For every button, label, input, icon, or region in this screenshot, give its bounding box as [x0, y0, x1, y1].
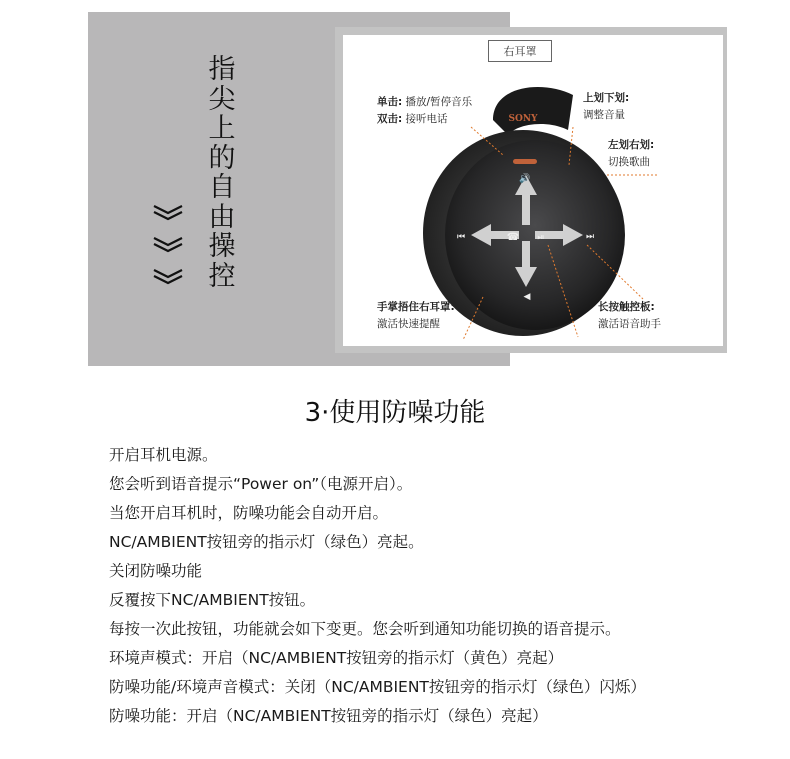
- vertical-title-char: 上: [208, 113, 236, 144]
- instruction-line: 环境声模式：开启（NC/AMBIENT按钮旁的指示灯（黄色）亮起）: [109, 649, 564, 667]
- callout-swipe-leftright: 左划右划: 切换歌曲: [608, 139, 655, 168]
- instruction-line: 当您开启耳机时，防噪功能会自动开启。: [109, 504, 389, 522]
- play-pause-icon: ⏯: [537, 233, 545, 243]
- section-heading: 3·使用防噪功能: [304, 398, 486, 428]
- chevron-right-icon: [150, 232, 190, 254]
- instruction-line: 关闭防噪功能: [109, 562, 203, 580]
- vertical-title-char: 指: [208, 54, 236, 85]
- chevron-right-icon: [150, 264, 190, 286]
- ear-cup-label: 右耳罩: [488, 40, 552, 62]
- callout-swipe-updown: 上划下划: 调整音量: [583, 92, 630, 121]
- vertical-title-char: 操: [208, 231, 236, 262]
- callout-long-press: 长按触控板: 激活语音助手: [598, 301, 661, 330]
- vertical-title-char: 自: [208, 172, 236, 203]
- instruction-line: 反覆按下NC/AMBIENT按钮。: [109, 591, 316, 609]
- instructions-body: [109, 441, 759, 731]
- vertical-title: [202, 55, 242, 291]
- next-track-icon: ⏭: [585, 232, 595, 242]
- instruction-line: 您会听到语音提示“Power on”（电源开启）。: [109, 475, 413, 493]
- previous-track-icon: ⏮: [456, 232, 466, 242]
- callout-palm-cover: 手掌捂住右耳罩: 激活快速提醒: [377, 301, 455, 330]
- volume-down-icon: ◀: [523, 292, 531, 302]
- instruction-line: 防噪功能：开启（NC/AMBIENT按钮旁的指示灯（绿色）亮起）: [109, 707, 548, 725]
- chevron-right-icon: [150, 200, 190, 222]
- headphone-diagram: [343, 35, 723, 346]
- vertical-title-char: 控: [208, 260, 236, 292]
- instruction-line: 防噪功能/环境声音模式：关闭（NC/AMBIENT按钮旁的指示灯（绿色）闪烁）: [109, 678, 646, 696]
- instruction-line: 每按一次此按钮，功能就会如下变更。您会听到通知功能切换的语音提示。: [109, 620, 621, 638]
- brand-logo: SONY: [508, 114, 538, 124]
- volume-up-icon: 🔊: [519, 174, 531, 184]
- vertical-title-char: 由: [208, 201, 236, 233]
- vertical-title-char: 的: [208, 142, 236, 174]
- mic-slot: [513, 159, 537, 164]
- phone-icon: ☎: [506, 232, 520, 243]
- instruction-line: NC/AMBIENT按钮旁的指示灯（绿色）亮起。: [109, 533, 424, 551]
- callout-single-double-tap: 单击: 播放/暂停音乐 双击: 接听电话: [377, 96, 473, 125]
- vertical-title-char: 尖: [208, 83, 236, 115]
- instruction-line: 开启耳机电源。: [109, 446, 218, 464]
- headband: [493, 87, 573, 135]
